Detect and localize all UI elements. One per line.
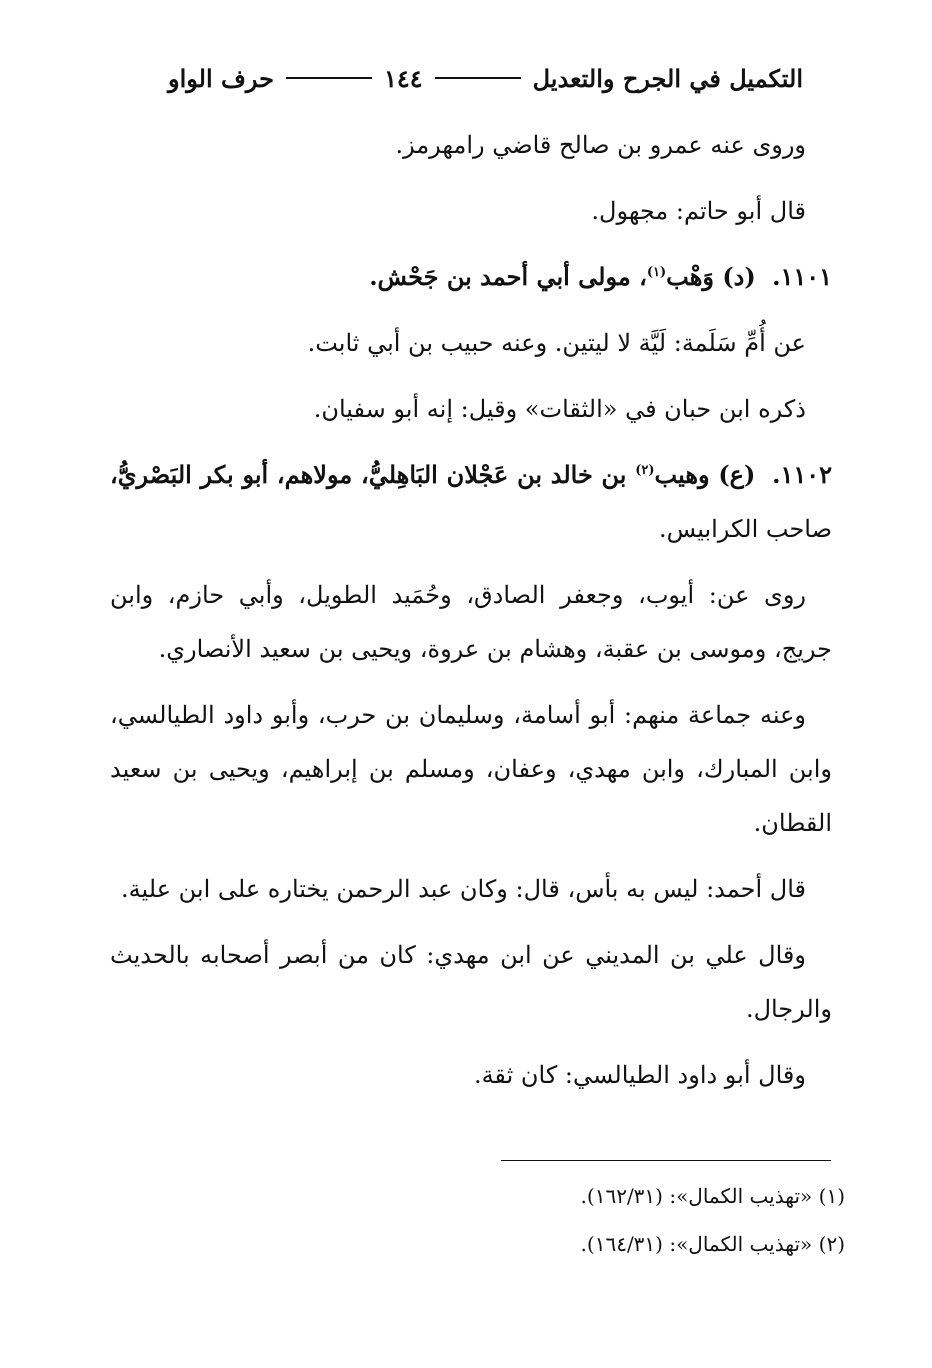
- footnotes: [345, 1172, 845, 1268]
- entry-siglum: (د): [722, 262, 756, 291]
- header-rule: [286, 77, 372, 79]
- entry-description: ، مولى أبي أحمد بن جَحْش.: [369, 262, 647, 291]
- entry-tail: صاحب الكرابيس.: [658, 515, 832, 543]
- paragraph: وقال أبو داود الطيالسي: كان ثقة.: [473, 1061, 806, 1089]
- paragraph: وقال علي بن المديني عن ابن مهدي: كان من أبصر أصحابه بالحديث والرجال.: [110, 941, 832, 1023]
- paragraph: قال أبو حاتم: مجهول.: [591, 197, 806, 225]
- paragraph: عن أُمِّ سَلَمة: لَيَّة لا ليتين. وعنه حبيب بن أبي ثابت.: [307, 329, 806, 357]
- entry-name: وهيب: [654, 460, 710, 489]
- footnote-2: (٢) «تهذيب الكمال»: (١٦٤/٣١).: [580, 1232, 845, 1256]
- running-header: [168, 60, 803, 96]
- entry-name: وَهْب: [666, 262, 714, 291]
- paragraph: وعنه جماعة منهم: أبو أسامة، وسليمان بن حرب، وأبو داود الطيالسي، وابن المبارك، وابن مهدي، وعفان، ومسلم بن إبراهيم، ويحيى بن سعيد القطان.: [110, 701, 832, 837]
- paragraph: ذكره ابن حبان في «الثقات» وقيل: إنه أبو سفيان.: [313, 395, 806, 423]
- entry-number: ١١٠١.: [772, 262, 832, 291]
- footnote-separator: [501, 1160, 831, 1161]
- entry-siglum: (ع): [718, 460, 756, 489]
- entry-1101: [110, 250, 832, 304]
- page-number: ١٤٤: [383, 63, 423, 93]
- main-text: [110, 118, 832, 1114]
- footnote-1: (١) «تهذيب الكمال»: (١٦٢/٣١).: [580, 1184, 845, 1208]
- entry-description: بن خالد بن عَجْلان البَاهِليُّ، مولاهم، أبو بكر البَصْريُّ،: [110, 460, 636, 489]
- paragraph: وروى عنه عمرو بن صالح قاضي رامهرمز.: [395, 131, 806, 159]
- section-title: حرف الواو: [168, 63, 274, 93]
- header-rule: [435, 77, 521, 79]
- book-title: التكميل في الجرح والتعديل: [532, 63, 803, 93]
- footnote-ref[interactable]: (٢): [635, 463, 655, 478]
- entry-number: ١١٠٢.: [772, 460, 832, 489]
- paragraph: روى عن: أيوب، وجعفر الصادق، وحُمَيد الطويل، وأبي حازم، وابن جريج، وموسى بن عقبة، وهشام بن عروة، ويحيى بن سعيد الأنصاري.: [110, 581, 832, 663]
- footnote-ref[interactable]: (١): [646, 265, 667, 280]
- entry-1102: [110, 448, 832, 556]
- paragraph: قال أحمد: ليس به بأس، قال: وكان عبد الرحمن يختاره على ابن علية.: [121, 875, 806, 903]
